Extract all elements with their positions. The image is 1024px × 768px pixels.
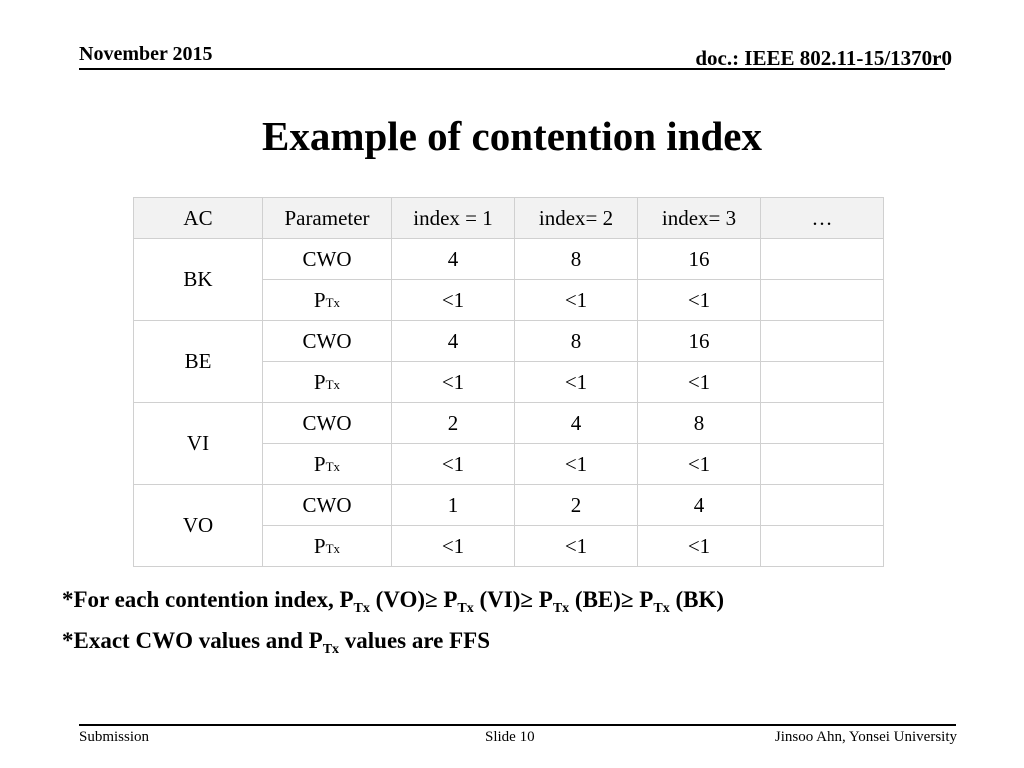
ac-cell: BE (134, 321, 263, 403)
value-cell: <1 (515, 280, 638, 321)
ac-cell: BK (134, 239, 263, 321)
value-cell: 1 (392, 485, 515, 526)
value-cell: <1 (515, 444, 638, 485)
value-cell: 4 (392, 321, 515, 362)
value-cell: <1 (392, 444, 515, 485)
header-divider (79, 68, 945, 70)
footer-submission: Submission (79, 729, 150, 745)
header-date: November 2015 (79, 43, 213, 65)
contention-index-table (133, 197, 884, 567)
value-cell: <1 (638, 362, 761, 403)
value-cell: <1 (638, 526, 761, 567)
value-cell: 8 (515, 239, 638, 280)
value-cell: 2 (392, 403, 515, 444)
param-ptx: PTx (263, 444, 392, 485)
table-row (134, 321, 884, 362)
header-ac: AC (134, 198, 263, 239)
param-cwo: CWO (263, 403, 392, 444)
value-cell (761, 526, 884, 567)
ac-cell: VI (134, 403, 263, 485)
value-cell: 4 (638, 485, 761, 526)
value-cell (761, 444, 884, 485)
param-cwo: CWO (263, 239, 392, 280)
param-cwo: CWO (263, 485, 392, 526)
value-cell (761, 403, 884, 444)
table-row (134, 485, 884, 526)
value-cell: 8 (515, 321, 638, 362)
header-doc-id: doc.: IEEE 802.11-15/1370r0 (695, 46, 952, 70)
footer-author: Jinsoo Ahn, Yonsei University (774, 729, 957, 745)
value-cell (761, 280, 884, 321)
value-cell: <1 (392, 362, 515, 403)
value-cell: <1 (638, 280, 761, 321)
value-cell (761, 239, 884, 280)
footer-divider (79, 724, 956, 726)
value-cell: <1 (392, 526, 515, 567)
footer-slide-number: Slide 10 (485, 729, 535, 745)
value-cell: <1 (515, 526, 638, 567)
value-cell: 8 (638, 403, 761, 444)
value-cell: <1 (638, 444, 761, 485)
table-row (134, 239, 884, 280)
value-cell (761, 362, 884, 403)
value-cell (761, 485, 884, 526)
value-cell: <1 (515, 362, 638, 403)
value-cell (761, 321, 884, 362)
value-cell: 4 (392, 239, 515, 280)
header-ellipsis: … (761, 198, 884, 239)
value-cell: 2 (515, 485, 638, 526)
param-ptx: PTx (263, 526, 392, 567)
slide-title: Example of contention index (262, 113, 762, 159)
ac-cell: VO (134, 485, 263, 567)
table-header-row (134, 198, 884, 239)
header-parameter: Parameter (263, 198, 392, 239)
note-ffs: *Exact CWO values and $P_{Tx}$ values are FFS (62, 628, 491, 657)
value-cell: <1 (392, 280, 515, 321)
value-cell: 16 (638, 239, 761, 280)
header-index-1: index = 1 (392, 198, 515, 239)
param-cwo: CWO (263, 321, 392, 362)
param-ptx: PTx (263, 280, 392, 321)
note-ptx-ordering: *For each contention index, $P_{Tx}$ $(VO)\ge P_{Tx}$ $(VI)\ge P_{Tx}$ $(BE)\ge P_{Tx}$ (BK) (62, 587, 725, 616)
header-index-2: index= 2 (515, 198, 638, 239)
table-row (134, 403, 884, 444)
param-ptx: PTx (263, 362, 392, 403)
value-cell: 4 (515, 403, 638, 444)
value-cell: 16 (638, 321, 761, 362)
header-index-3: index= 3 (638, 198, 761, 239)
